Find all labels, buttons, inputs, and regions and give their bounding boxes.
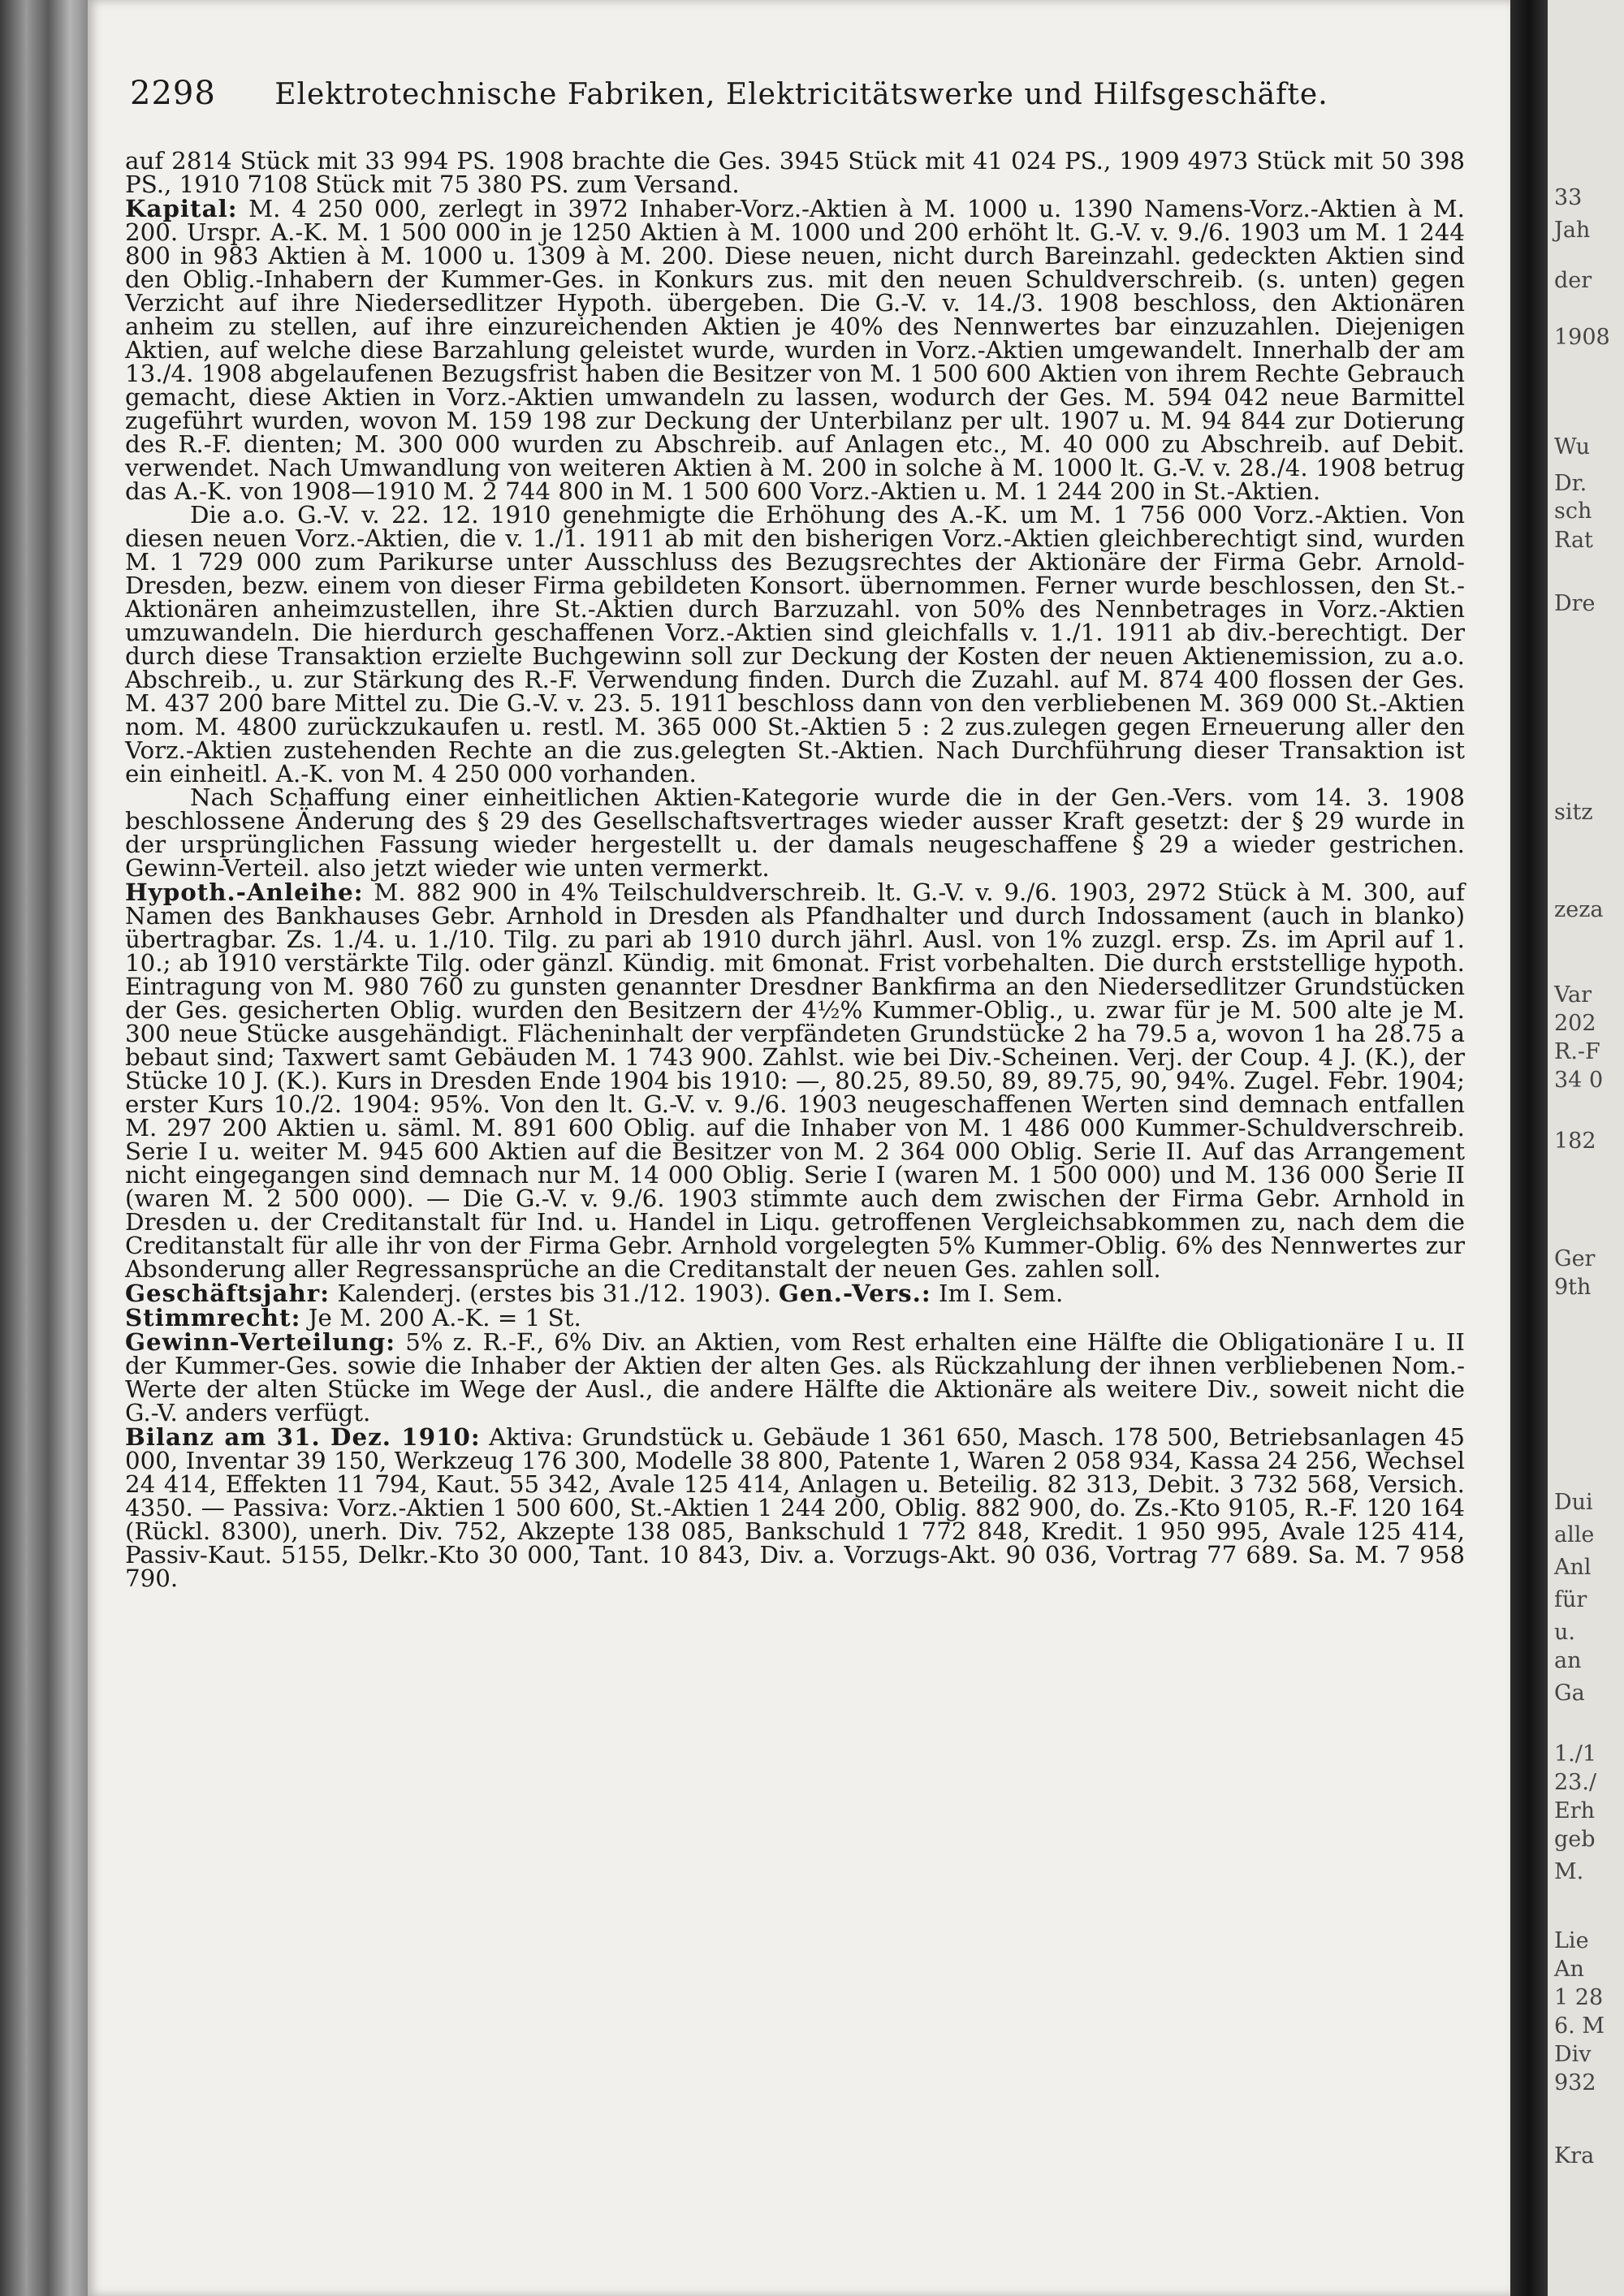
adjacent-page-fragment: Wu [1554, 434, 1591, 460]
adjacent-page-fragment: Jah [1554, 218, 1591, 243]
adjacent-page-fragment: u. [1554, 1620, 1575, 1645]
adjacent-page-fragment: sch [1554, 498, 1592, 524]
adjacent-page-fragment: Rat [1554, 528, 1593, 553]
section-label: Geschäftsjahr: [125, 1279, 330, 1307]
adjacent-page-fragment: 1908 [1554, 325, 1610, 350]
adjacent-page-fragment: 1 28 [1554, 1985, 1604, 2010]
paragraph [125, 1281, 1465, 1306]
adjacent-page-fragment: 23./ [1554, 1770, 1597, 1795]
adjacent-page-fragment: Erh [1554, 1798, 1596, 1823]
paragraph [125, 1327, 1465, 1426]
adjacent-page-fragment: sitz [1554, 800, 1593, 825]
paragraph [125, 196, 1465, 503]
adjacent-page-fragment: 1./1 [1554, 1741, 1597, 1767]
book-gutter [1510, 0, 1548, 2296]
adjacent-page-fragment: An [1554, 1957, 1584, 1982]
section-label: Kapital: [125, 194, 238, 222]
adjacent-page-fragment: an [1554, 1648, 1582, 1673]
adjacent-page-fragment: 34 0 [1554, 1068, 1604, 1093]
adjacent-page-fragment: Dr. [1554, 471, 1587, 496]
paragraph-text: auf 2814 Stück mit 33 994 PS. 1908 brachte die Ges. 3945 Stück mit 41 024 PS., 1909 4973 Stück mit 50 398 PS., 1910 7108 Stück mit 75 380 PS. zum Versand. [125, 147, 1465, 198]
adjacent-page-fragment: 202 [1554, 1011, 1596, 1036]
section-label: Gen.-Vers.: [778, 1279, 931, 1307]
body-text [125, 149, 1465, 1590]
paragraph-text: Kalenderj. (erstes bis 31./12. 1903). [337, 1280, 771, 1307]
adjacent-page-fragment: Dui [1554, 1490, 1593, 1515]
adjacent-page-fragment: Anl [1554, 1555, 1592, 1580]
scan-left-edge [0, 0, 88, 2296]
adjacent-page-fragment: zeza [1554, 897, 1604, 922]
adjacent-page-fragment: Dre [1554, 591, 1596, 616]
paragraph-text: Nach Schaffung einer einheitlichen Aktien-Kategorie wurde die in der Gen.-Vers. vom 14. 3. 1908 beschlossene Änderung des § 29 des Gesellschaftsvertrages wieder ausser Kraft gesetzt: der § 29 wurde in der ursprünglichen Fassung wieder hergestellt u. der damals neugeschaffene § 29 a wieder gestrichen. Gewinn-Verteil. also jetzt wieder wie unten vermerkt. [125, 783, 1465, 882]
paragraph [125, 783, 1465, 882]
adjacent-page-fragment: 33 [1554, 185, 1583, 210]
adjacent-page-fragment: für [1554, 1587, 1587, 1612]
adjacent-page-fragment: Ger [1554, 1246, 1596, 1271]
section-label: Hypoth.-Anleihe: [125, 878, 364, 906]
adjacent-page-fragment: M. [1554, 1859, 1584, 1884]
adjacent-page-fragment: der [1554, 268, 1592, 293]
section-label: Bilanz am 31. Dez. 1910: [125, 1422, 481, 1451]
paragraph [125, 1422, 1465, 1592]
adjacent-page-fragment: 182 [1554, 1129, 1596, 1154]
paragraph-text: Aktiva: Grundstück u. Gebäude 1 361 650, Masch. 178 500, Betriebsanlagen 45 000, Inventar 39 150, Werkzeug 176 300, Modelle 38 800, Patente 1, Waren 2 058 934, Kassa 24 256, Wechsel 24 414, Effekten 11 794, Kaut. 55 342, Avale 125 414, Anlagen u. Beteilig. 82 313, Debit. 3 732 568, Versich. 4350. — Passiva: Vorz.-Aktien 1 500 600, St.-Aktien 1 244 200, Oblig. 882 900, do. Zs.-Kto 9105, R.-F. 120 164 (Rückl. 8300), unerh. Div. 752, Akzepte 138 085, Bankschuld 1 772 848, Kredit. 1 950 995, Avale 125 414, Passiv-Kaut. 5155, Delkr.-Kto 30 000, Tant. 10 843, Div. a. Vorzugs-Akt. 90 036, Vortrag 77 689. Sa. M. 7 958 790. [125, 1423, 1465, 1592]
section-label: Stimmrecht: [125, 1303, 301, 1331]
paragraph-text: Im I. Sem. [938, 1280, 1064, 1307]
paragraph [125, 503, 1465, 786]
page-number: 2298 [130, 75, 216, 112]
paragraph-text: Je M. 200 A.-K. = 1 St. [308, 1304, 581, 1331]
adjacent-page-fragment: Ga [1554, 1681, 1585, 1706]
adjacent-page-edge [1548, 0, 1624, 2296]
paragraph-text: M. 4 250 000, zerlegt in 3972 Inhaber-Vorz.-Aktien à M. 1000 u. 1390 Namens-Vorz.-Aktien à M. 200. Urspr. A.-K. M. 1 500 000 in je 1250 Aktien à M. 1000 und 200 erhöht lt. G.-V. v. 9./6. 1903 um M. 1 244 800 in 983 Aktien à M. 1000 u. 1309 à M. 200. Diese neuen, nicht durch Bareinzahl. gedeckten Aktien sind den Oblig.-Inhabern der Kummer-Ges. in Konkurs zus. mit den neuen Schuldverschreib. (s. unten) gegen Verzicht auf ihre Niedersedlitzer Hypoth. übergeben. Die G.-V. v. 14./3. 1908 beschloss, den Aktionären anheim zu stellen, auf ihre einzureichenden Aktien je 40% des Nennwertes bar einzuzahlen. Diejenigen Aktien, auf welche diese Barzahlung geleistet wurde, wurden in Vorz.-Aktien umgewandelt. Innerhalb der am 13./4. 1908 abgelaufenen Bezugsfrist haben die Besitzer von M. 1 500 600 Aktien von ihrem Rechte Gebrauch gemacht, diese Aktien in Vorz.-Aktien umwandeln zu lassen, wodurch der Ges. M. 594 042 neue Barmittel zugeführt wurden, wovon M. 159 198 zur Deckung der Unterbilanz per ult. 1907 u. M. 94 844 zur Dotierung des R.-F. dienten; M. 300 000 wurden zu Abschreib. auf Anlagen etc., M. 40 000 zu Abschreib. auf Debit. verwendet. Nach Umwandlung von weiteren Aktien à M. 200 in solche à M. 1000 lt. G.-V. v. 28./4. 1908 betrug das A.-K. von 1908—1910 M. 2 744 800 in M. 1 500 600 Vorz.-Aktien u. M. 1 244 200 in St.-Aktien. [125, 195, 1465, 505]
paragraph [125, 880, 1465, 1281]
adjacent-page-fragment: 6. M [1554, 2013, 1605, 2039]
paragraph [125, 1303, 1465, 1331]
adjacent-page-fragment: 932 [1554, 2070, 1596, 2095]
adjacent-page-fragment: geb [1554, 1827, 1596, 1852]
paragraph-text: Die a.o. G.-V. v. 22. 12. 1910 genehmigte die Erhöhung des A.-K. um M. 1 756 000 Vorz.-Aktien. Von diesen neuen Vorz.-Aktien, die v. 1./1. 1911 ab mit den bisherigen Vorz.-Aktien gleichberechtigt sind, wurden M. 1 729 000 zum Parikurse unter Ausschluss des Bezugsrechtes der Aktionäre der Firma Gebr. Arnold-Dresden, bezw. einem von dieser Firma gebildeten Konsort. übernommen. Ferner wurde beschlossen, den St.-Aktionären anheimzustellen, ihre St.-Aktien durch Barzuzahl. von 50% des Nennbetrages in Vorz.-Aktien umzuwandeln. Die hierdurch geschaffenen Vorz.-Aktien sind gleichfalls v. 1./1. 1911 ab div.-berechtigt. Der durch diese Transaktion erzielte Buchgewinn soll zur Deckung der Kosten der neuen Aktienemission, zu a.o. Abschreib., u. zur Stärkung des R.-F. Verwendung finden. Durch die Zuzahl. auf M. 874 400 flossen der Ges. M. 437 200 bare Mittel zu. Die G.-V. v. 23. 5. 1911 beschloss dann von den verbliebenen M. 369 000 St.-Aktien nom. M. 4800 zurückzukaufen u. restl. M. 365 000 St.-Aktien 5 : 2 zus.zulegen gegen Erneuerung aller den Vorz.-Aktien zustehenden Rechte an die zus.gelegten St.-Aktien. Nach Durchführung dieser Transaktion ist ein einheitl. A.-K. von M. 4 250 000 vorhanden. [125, 501, 1465, 788]
page-header [130, 75, 1380, 112]
adjacent-page-fragment: Div [1554, 2042, 1592, 2067]
running-title: Elektrotechnische Fabriken, Elektricitätswerke und Hilfsgeschäfte. [274, 78, 1328, 111]
paragraph-text: 5% z. R.-F., 6% Div. an Aktien, vom Rest erhalten eine Hälfte die Obligationäre I u. II der Kummer-Ges. sowie die Inhaber der Aktien der alten Ges. als Rückzahlung der ihnen verbliebenen Nom.-Werte der alten Stücke im Wege der Ausl., die andere Hälfte die Aktionäre als weitere Div., soweit nicht die G.-V. anders verfügt. [125, 1328, 1465, 1426]
adjacent-page-fragment: alle [1554, 1522, 1595, 1547]
adjacent-page-fragment: R.-F [1554, 1039, 1600, 1064]
adjacent-page-fragment: 9th [1554, 1275, 1592, 1300]
adjacent-page-fragment: Kra [1554, 2143, 1595, 2169]
section-label: Gewinn-Verteilung: [125, 1327, 396, 1356]
adjacent-page-fragment: Lie [1554, 1928, 1589, 1953]
paragraph-text: M. 882 900 in 4% Teilschuldverschreib. lt. G.-V. v. 9./6. 1903, 2972 Stück à M. 300, auf Namen des Bankhauses Gebr. Arnhold in Dresden als Pfandhalter und durch Indossament (auch in blanko) übertragbar. Zs. 1./4. u. 1./10. Tilg. zu pari ab 1910 durch jährl. Ausl. von 1% zuzgl. ersp. Zs. im April auf 1. 10.; ab 1910 verstärkte Tilg. oder gänzl. Kündig. mit 6monat. Frist vorbehalten. Die durch erststellige hypoth. Eintragung von M. 980 760 zu gunsten genannter Dresdner Bankfirma an den Niedersedlitzer Grundstücken der Ges. gesicherten Oblig. wurden den Besitzern der 4½% Kummer-Oblig., u. zwar für je M. 500 alte je M. 300 neue Stücke ausgehändigt. Flächeninhalt der verpfändeten Grundstücke 2 ha 79.5 a, wovon 1 ha 28.75 a bebaut sind; Taxwert samt Gebäuden M. 1 743 900. Zahlst. wie bei Div.-Scheinen. Verj. der Coup. 4 J. (K.), der Stücke 10 J. (K.). Kurs in Dresden Ende 1904 bis 1910: —, 80.25, 89.50, 89, 89.75, 90, 94%. Zugel. Febr. 1904; erster Kurs 10./2. 1904: 95%. Von den lt. G.-V. v. 9./6. 1903 neugeschaffenen Werten sind demnach entfallen M. 297 200 Aktien u. säml. M. 891 600 Oblig. auf die Inhaber von M. 1 486 000 Kummer-Schuldverschreib. Serie I u. weiter M. 945 600 Aktien auf die Besitzer von M. 2 364 000 Oblig. Serie II. Auf das Arrangement nicht eingegangen sind demnach nur M. 14 000 Oblig. Serie I (waren M. 1 500 000) und M. 136 000 Serie II (waren M. 2 500 000). — Die G.-V. v. 9./6. 1903 stimmte auch dem zwischen der Firma Gebr. Arnhold in Dresden u. der Creditanstalt für Ind. u. Handel in Liqu. getroffenen Vergleichsabkommen zu, nach dem die Creditanstalt für alle ihr von der Firma Gebr. Arnhold vorgelegten 5% Kummer-Oblig. 6% des Nennwertes zur Absonderung aller Regressansprüche an die Creditanstalt der neuen Ges. zahlen soll. [125, 878, 1465, 1283]
adjacent-page-fragment: Var [1554, 982, 1592, 1008]
paragraph [125, 149, 1465, 196]
